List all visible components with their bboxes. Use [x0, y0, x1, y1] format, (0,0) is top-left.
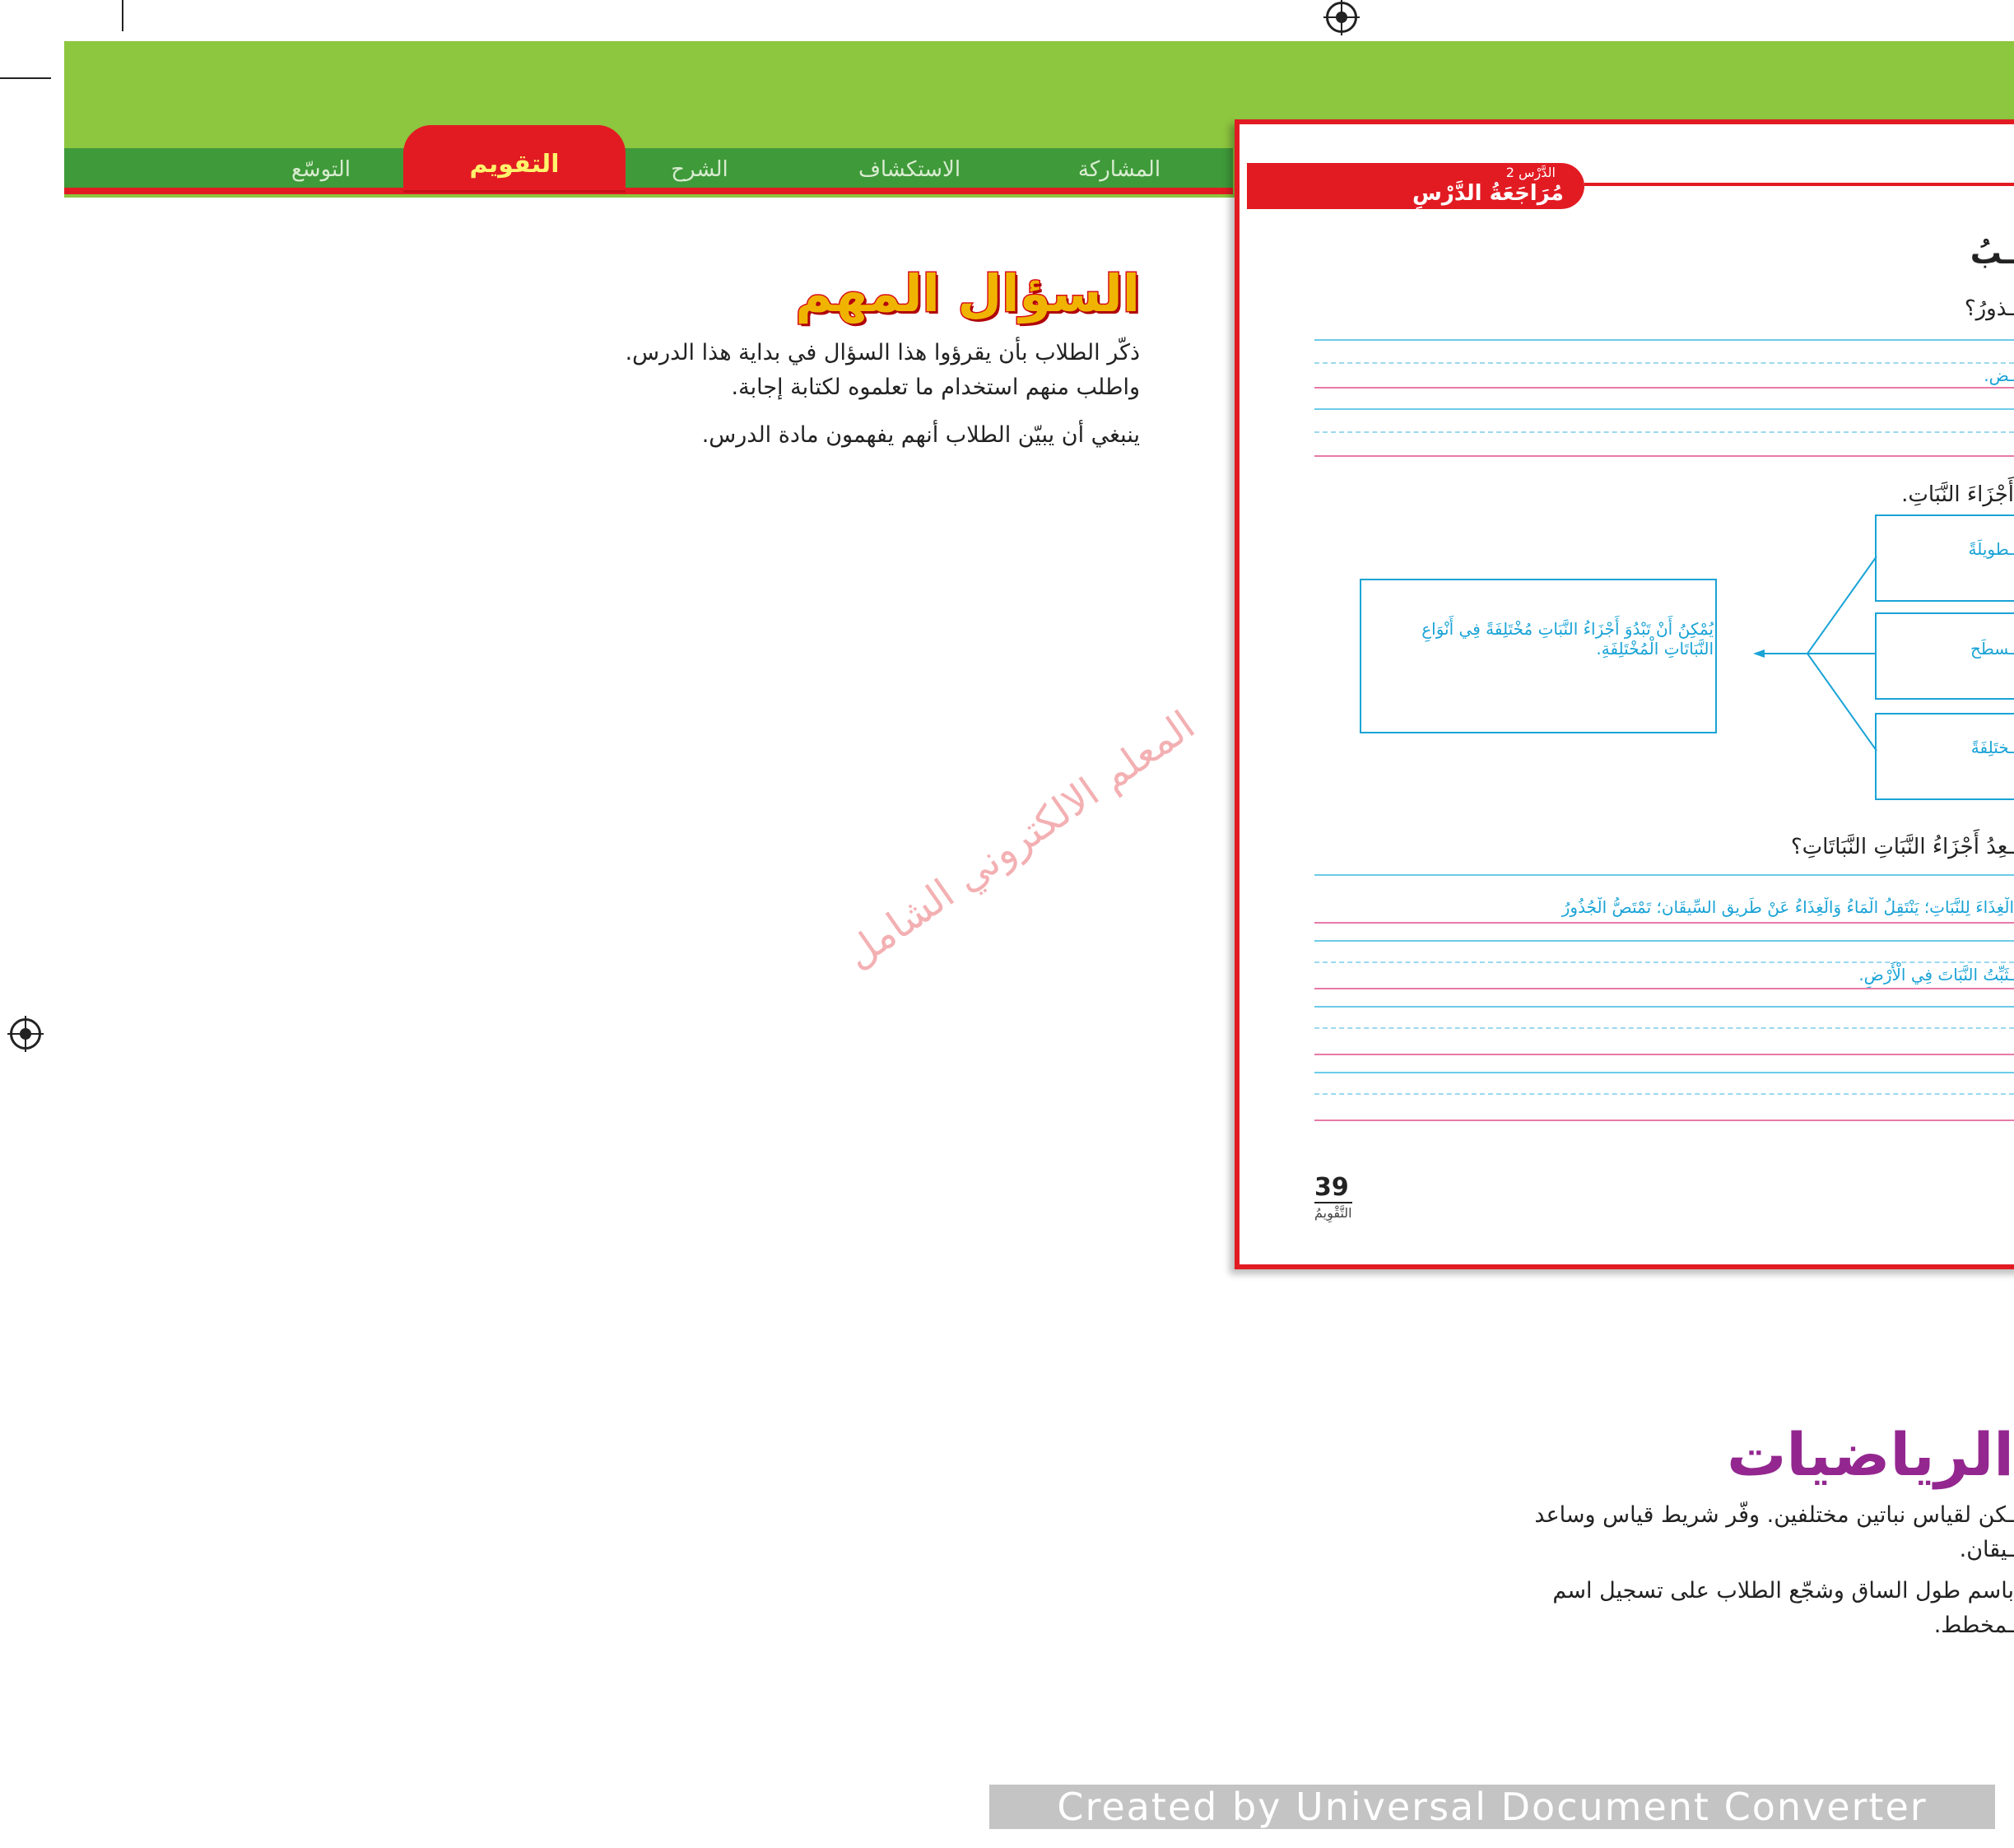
tab-strip-rule	[64, 188, 1233, 194]
tab-extend[interactable]: التوسّع	[291, 157, 351, 182]
essential-paragraph-1-line-1: ذكّر الطلاب بأن يقرؤوا هذا السؤال في بداية هذا الدرس.	[625, 340, 1140, 365]
organizer-box-3-text: ـختَلِفَةً	[1970, 738, 2014, 757]
page-number: 39	[1314, 1173, 1349, 1202]
tab-explain[interactable]: الشرح	[671, 157, 728, 182]
writing-line	[1314, 362, 2014, 364]
tab-engage[interactable]: المشاركة	[1077, 157, 1161, 182]
writing-line	[1314, 988, 2014, 989]
writing-line	[1314, 874, 2014, 876]
organizer-box-2-text: ـسطَح	[1970, 639, 2014, 659]
lesson-number: الدَّرْس 2	[1505, 165, 1556, 180]
registration-mark-top	[1326, 2, 1357, 33]
answer-1-fragment: ـض.	[1984, 365, 2014, 385]
math-paragraph-2-line-1: باسم طول الساق وشجّع الطلاب على تسجيل اسم	[1552, 1578, 2014, 1604]
writing-line	[1314, 940, 2014, 942]
math-paragraph-1-line-1: ـكن لقياس نباتين مختلفين. وفّر شريط قياس وساعد	[1534, 1502, 2014, 1528]
lesson-review-title: مُرَاجَعَةُ الدَّرْسِ	[1412, 181, 1564, 206]
essential-question-title: السؤال المهم	[795, 263, 1140, 324]
writing-line	[1314, 339, 2014, 341]
registration-mark-left	[10, 1018, 41, 1050]
tab-evaluate[interactable]: التقويم	[403, 125, 626, 193]
crop-mark-top	[122, 0, 123, 31]
writing-line	[1314, 1072, 2014, 1073]
math-section-title: الرياضيات	[1727, 1420, 2014, 1489]
tab-explore[interactable]: الاستكشاف	[858, 157, 961, 182]
writing-line	[1314, 1093, 2014, 1095]
question-2-fragment: أَجْزَاءَ النَّبَاتِ.	[1901, 482, 2014, 507]
converter-banner: Created by Universal Document Converter	[989, 1785, 1995, 1829]
page-label: التَّقْوِيمُ	[1314, 1202, 1352, 1221]
writing-line	[1314, 455, 2014, 457]
essential-paragraph-2: ينبغي أن يبيّن الطلاب أنهم يفهمون مادة الدرس.	[701, 422, 1140, 448]
writing-line	[1314, 431, 2014, 433]
writing-line	[1314, 408, 2014, 410]
writing-line	[1314, 1027, 2014, 1029]
organizer-summary-text: يُمْكِنُ أَنْ تَبْدُوَ أَجْزَاءُ النَّبَاتِ مُخْتَلِفَةً فِي أَنْوَاعِ النَّبَاتَاتِ الْمُخْتَلِفَةِ.	[1421, 619, 1714, 659]
writing-line	[1314, 961, 2014, 963]
crop-mark-left	[0, 77, 51, 79]
question-3-fragment: ـعِدُ أَجْزَاءُ النَّبَاتِ النَّبَاتَاتِ؟	[1790, 835, 2014, 859]
writing-line	[1314, 387, 2014, 389]
lesson-header-line	[1584, 183, 2014, 186]
question-1-fragment: ـذورُ؟	[1964, 296, 2014, 321]
essential-paragraph-1-line-2: واطلب منهم استخدام ما تعلموه لكتابة إجابة.	[731, 375, 1140, 400]
math-paragraph-1-line-2: ـيقان.	[1959, 1537, 2014, 1562]
answer-3-line-1: الْغِذَاءَ لِلنَّبَاتِ؛ يَنْتَقِلُ الْمَاءُ وَالْغِذَاءُ عَنْ طَرِيقِ السِّيقَانِ؛ تَمْتَصُّ الْجُذُورُ	[1561, 897, 2014, 917]
section-heading-fragment: ـبُ	[1970, 235, 2014, 271]
writing-line	[1314, 1120, 2014, 1121]
writing-line	[1314, 922, 2014, 924]
math-paragraph-2-line-2: ـمخطط.	[1933, 1613, 2014, 1638]
answer-3-line-2: ـثَبِّتُ النَّبَاتَ فِي الْأَرْضِ.	[1858, 965, 2014, 985]
writing-line	[1314, 1054, 2014, 1055]
organizer-connectors	[1745, 543, 1885, 766]
organizer-box-1-text: ـطويلَةً	[1968, 539, 2014, 559]
writing-line	[1314, 1006, 2014, 1008]
watermark: المعلم الالكتروني الشامل	[836, 701, 1203, 978]
